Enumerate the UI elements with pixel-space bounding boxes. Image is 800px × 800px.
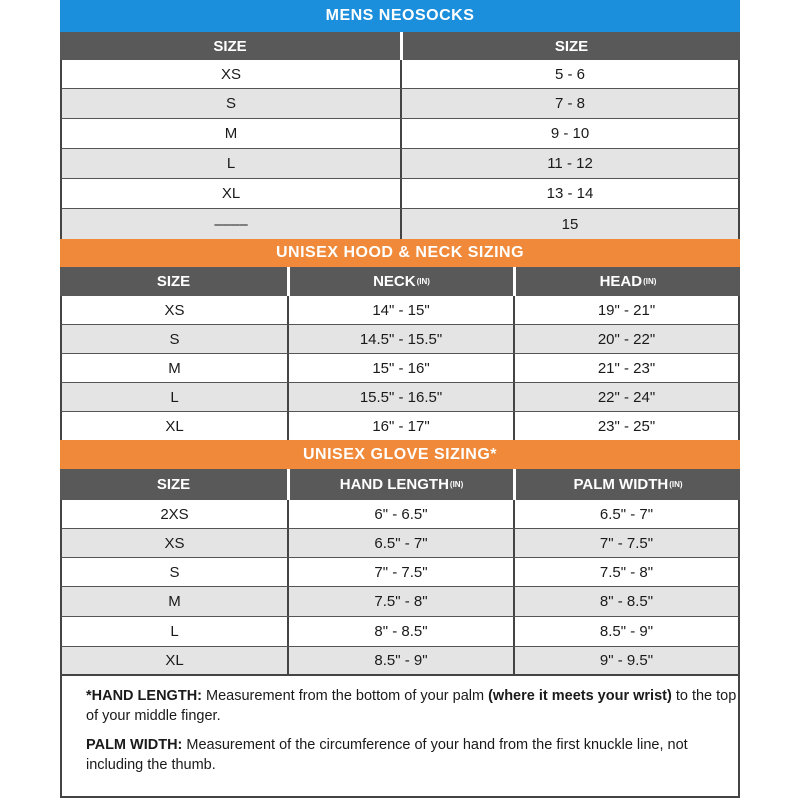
table-row <box>60 647 740 676</box>
glove-hand-cell: 8.5" - 9" <box>287 647 513 674</box>
table-row <box>60 617 740 647</box>
socks-shoe-cell: 5 - 6 <box>400 60 738 88</box>
table-row <box>60 500 740 529</box>
hood-neck-cell: 14" - 15" <box>287 296 513 324</box>
socks-size-cell: –––– <box>214 215 248 233</box>
hand-length-text: Measurement from the bottom of your palm <box>202 688 489 704</box>
socks-header-size: SIZE <box>213 37 247 55</box>
glove-hand-cell: 6" - 6.5" <box>287 500 513 528</box>
table-row <box>60 149 740 179</box>
glove-palm-cell: 9" - 9.5" <box>513 647 738 674</box>
table-row <box>60 89 740 119</box>
glove-palm-cell: 7" - 7.5" <box>513 529 738 557</box>
hand-length-text-end: to the top of your middle finger. <box>86 688 737 724</box>
hood-head-cell: 22" - 24" <box>513 383 738 411</box>
table-row <box>60 529 740 558</box>
hood-neck-cell: 16" - 17" <box>287 412 513 440</box>
hood-head-cell: 20" - 22" <box>513 325 738 353</box>
glove-header-size: SIZE <box>156 476 191 493</box>
table-row <box>60 325 740 354</box>
glove-header-hand-length: HAND LENGTH (IN) <box>287 469 513 500</box>
table-row <box>60 209 740 239</box>
table-row <box>60 354 740 383</box>
glove-palm-cell: 8" - 8.5" <box>513 587 738 616</box>
socks-shoe-cell: 13 - 14 <box>400 179 738 208</box>
glove-size-cell: XS <box>164 534 185 552</box>
socks-header-shoe-size: SIZE <box>400 32 740 60</box>
glove-header-palm-width: PALM WIDTH (IN) <box>513 469 740 500</box>
size-chart <box>60 0 740 800</box>
palm-width-note <box>86 735 738 775</box>
hood-head-cell: 19" - 21" <box>513 296 738 324</box>
footnotes <box>60 676 740 798</box>
table-row <box>60 60 740 89</box>
hood-neck-cell: 15" - 16" <box>287 354 513 382</box>
socks-shoe-cell: 15 <box>400 209 738 239</box>
glove-palm-cell: 8.5" - 9" <box>513 617 738 646</box>
glove-size-cell: XL <box>165 652 184 669</box>
table-row <box>60 383 740 412</box>
glove-size-cell: L <box>170 623 179 640</box>
hood-neck-cell: 15.5" - 16.5" <box>287 383 513 411</box>
glove-hand-cell: 7.5" - 8" <box>287 587 513 616</box>
socks-size-cell: S <box>225 95 236 112</box>
glove-hand-cell: 8" - 8.5" <box>287 617 513 646</box>
glove-hand-cell: 6.5" - 7" <box>287 529 513 557</box>
hood-header-neck: NECK (IN) <box>287 267 513 296</box>
table-row <box>60 296 740 325</box>
hood-banner <box>60 239 740 267</box>
hood-header-head: HEAD (IN) <box>513 267 740 296</box>
hood-size-cell: S <box>169 330 180 348</box>
glove-banner <box>60 440 740 469</box>
hand-length-emphasis: (where it meets your wrist) <box>488 688 672 704</box>
hood-title: UNISEX HOOD & NECK SIZING <box>275 244 525 261</box>
glove-palm-cell: 7.5" - 8" <box>513 558 738 586</box>
hood-size-cell: L <box>170 388 179 406</box>
unit-label: (IN) <box>669 480 683 489</box>
socks-title: MENS NEOSOCKS <box>325 7 475 24</box>
hood-size-cell: XS <box>164 301 185 319</box>
hood-size-cell: XL <box>165 417 184 435</box>
hood-head-cell: 21" - 23" <box>513 354 738 382</box>
socks-shoe-cell: 9 - 10 <box>400 119 738 148</box>
glove-palm-cell: 6.5" - 7" <box>513 500 738 528</box>
hood-head-cell: 23" - 25" <box>513 412 738 440</box>
unit-label: (IN) <box>643 277 657 286</box>
glove-size-cell: M <box>168 593 181 610</box>
socks-size-cell: M <box>224 125 238 142</box>
glove-hand-cell: 7" - 7.5" <box>287 558 513 586</box>
hood-header-row <box>60 267 740 296</box>
hand-length-label: *HAND LENGTH: <box>86 688 202 704</box>
glove-size-cell: 2XS <box>160 505 189 523</box>
socks-shoe-cell: 7 - 8 <box>400 89 738 118</box>
table-row <box>60 412 740 440</box>
palm-width-label: PALM WIDTH: <box>86 737 183 753</box>
socks-size-cell: XS <box>220 65 241 83</box>
hood-header-size: SIZE <box>156 273 191 290</box>
socks-banner <box>60 0 740 32</box>
unit-label: (IN) <box>449 480 464 489</box>
table-row <box>60 587 740 617</box>
socks-shoe-cell: 11 - 12 <box>400 149 738 178</box>
glove-size-cell: S <box>169 563 180 581</box>
hood-neck-cell: 14.5" - 15.5" <box>287 325 513 353</box>
table-row <box>60 558 740 587</box>
hood-size-cell: M <box>168 359 181 377</box>
socks-header-row <box>60 32 740 60</box>
socks-size-cell: L <box>226 155 236 172</box>
unit-label: (IN) <box>416 277 430 286</box>
socks-size-cell: XL <box>221 185 241 202</box>
hand-length-note <box>86 686 738 726</box>
table-row <box>60 119 740 149</box>
palm-width-text: Measurement of the circumference of your hand from the first knuckle line, not including the thumb. <box>86 737 688 773</box>
glove-header-row <box>60 469 740 500</box>
table-row <box>60 179 740 209</box>
glove-title: UNISEX GLOVE SIZING* <box>302 445 498 463</box>
